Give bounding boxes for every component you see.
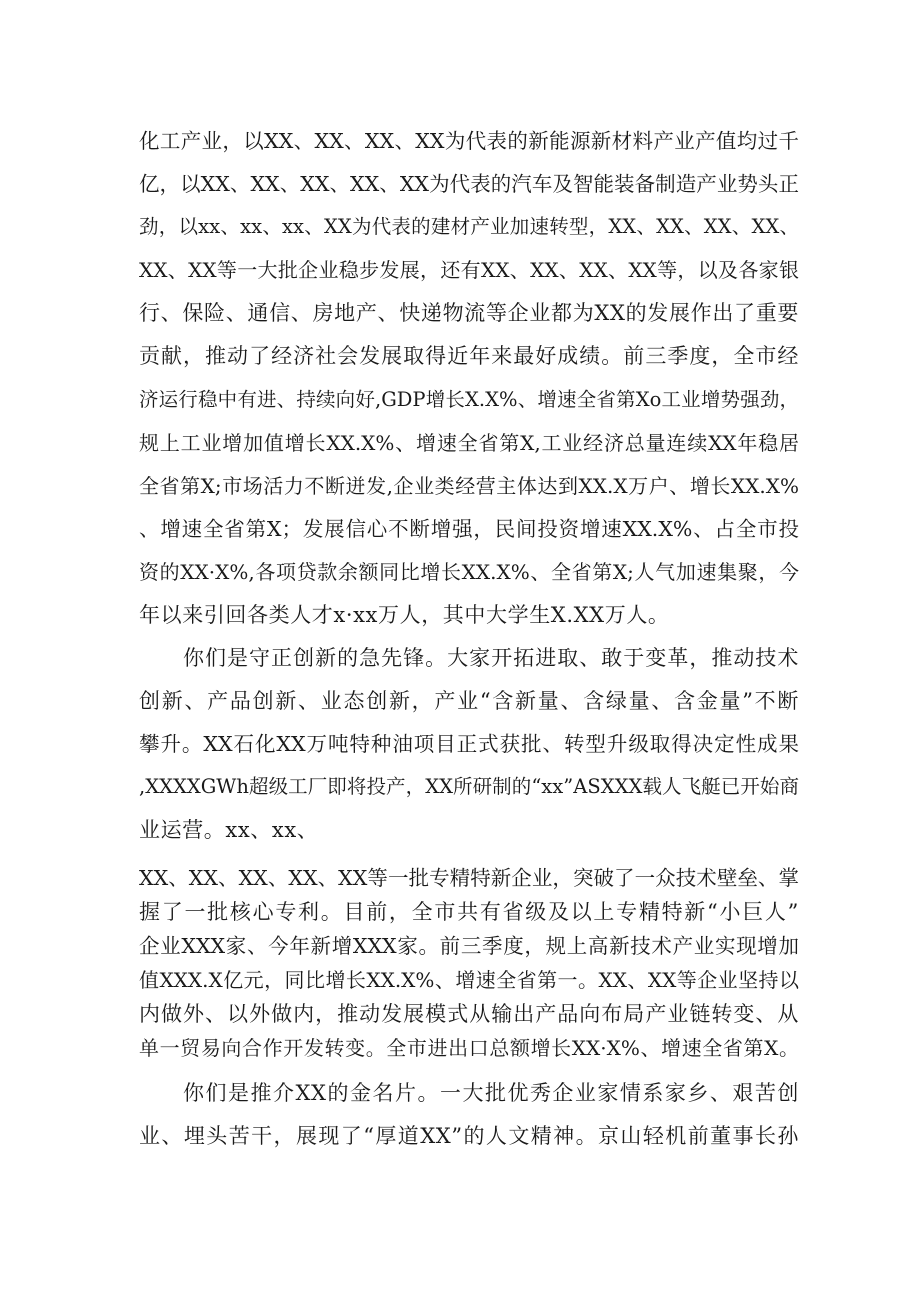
text-line: 创新、产品创新、业态创新，产业“含新量、含绿量、含金量”不断 (139, 689, 799, 713)
text-line: 劲，以xx、xx、xx、XX为代表的建材产业加速转型，XX、XX、XX、XX、 (139, 215, 799, 238)
text-line: 、增速全省第X；发展信心不断增强，民间投资增速XX.X%、占全市投 (139, 517, 799, 541)
text-line: 你们是守正创新的急先锋。大家开拓进取、敢于变革，推动技术 (183, 646, 799, 670)
text-line: 行、保险、通信、房地产、快递物流等企业都为XX的发展作出了重要 (139, 301, 799, 325)
text-line: 业运营。xx、xx、 (139, 818, 319, 842)
text-line: 亿，以XX、XX、XX、XX、XX为代表的汽车及智能装备制造产业势头正 (139, 172, 799, 196)
text-line: 济运行稳中有进、持续向好,GDP增长X.X%、增速全省第Xo工业增势强劲， (139, 388, 799, 411)
text-line: 你们是推介XX的金名片。一大批优秀企业家情系家乡、艰苦创 (183, 1081, 799, 1105)
text-line: 全省第X;市场活力不断迸发,企业类经营主体达到XX.X万户、增长XX.X% (139, 474, 799, 498)
text-line: 业、埋头苦干，展现了“厚道XX”的人文精神。京山轻机前董事长孙 (139, 1124, 799, 1148)
text-line: 规上工业增加值增长XX.X%、增速全省第X,工业经济总量连续XX年稳居 (139, 431, 799, 455)
text-line: XX、XX、XX、XX、XX等一批专精特新企业，突破了一众技术壁垒、掌 (139, 866, 799, 890)
text-line: 资的XX·X%,各项贷款余额同比增长XX.X%、全省第X;人气加速集聚，今 (139, 560, 799, 584)
text-line: 单一贸易向合作开发转变。全市进出口总额增长XX·X%、增速全省第X。 (139, 1036, 799, 1060)
text-line: 年以来引回各类人才x·xx万人，其中大学生X.XX万人。 (139, 603, 670, 627)
text-line: 贡献，推动了经济社会发展取得近年来最好成绩。前三季度，全市经 (139, 344, 799, 368)
text-line: XX、XX等一大批企业稳步发展，还有XX、XX、XX、XX等，以及各家银 (139, 258, 799, 282)
text-line: 攀升。XX石化XX万吨特种油项目正式获批、转型升级取得决定性成果 (139, 732, 799, 756)
text-line: 化工产业，以XX、XX、XX、XX为代表的新能源新材料产业产值均过千 (139, 129, 799, 153)
text-line: 企业XXX家、今年新增XXX家。前三季度，规上高新技术产业实现增加 (139, 934, 799, 958)
text-line: 握了一批核心专利。目前，全市共有省级及以上专精特新“小巨人” (139, 900, 799, 924)
text-line: 内做外、以外做内，推动发展模式从输出产品向布局产业链转变、从 (139, 1002, 799, 1026)
text-line: ,XXXXGWh超级工厂即将投产，XX所研制的“xx”ASXXX载人飞艇已开始商 (139, 775, 799, 798)
text-line: 值XXX.X亿元，同比增长XX.X%、增速全省第一。XX、XX等企业坚持以 (139, 968, 799, 992)
